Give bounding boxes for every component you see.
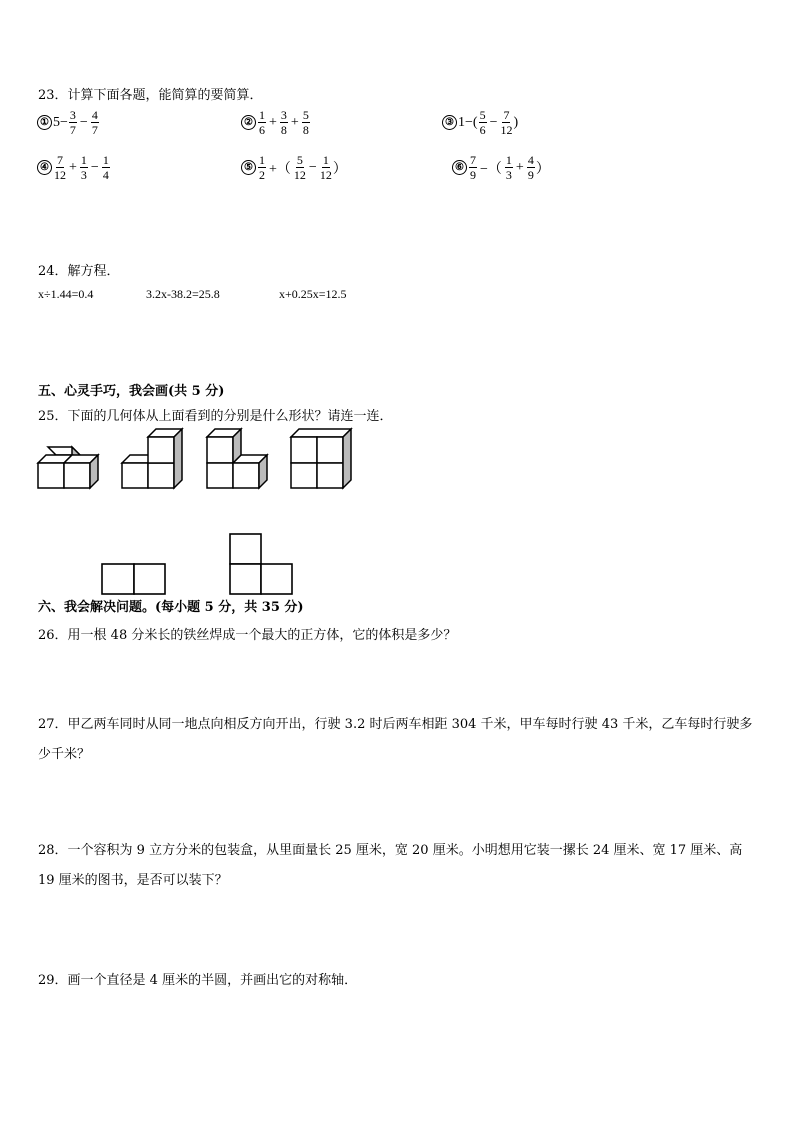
equation-2: 3.2x-38.2=25.8	[146, 287, 220, 301]
expr-label: ④	[37, 160, 52, 175]
expr-label: ①	[37, 115, 52, 130]
view-two-squares	[102, 564, 165, 594]
figure-2	[122, 429, 182, 488]
expr-lead: 5−	[53, 114, 68, 130]
expr-label: ⑤	[241, 160, 256, 175]
expr-label: ⑥	[452, 160, 467, 175]
figure-3	[207, 429, 267, 488]
q23-title: 23．计算下面各题，能简算的要简算．	[38, 88, 263, 103]
section-6-heading: 六、我会解决问题。(每小题 5 分，共 35 分)	[38, 600, 304, 615]
q28-text: 28．一个容积为 9 立方分米的包装盒，从里面量长 25 厘米，宽 20 厘米。小明想用它装一摞长 24 厘米、宽 17 厘米、高 19 厘米的图书，是否可以装下？	[38, 843, 743, 888]
expr-2: ② $\frac{1}{6}$ + $\frac{3}{8}$ + $\frac{5}{8}$	[241, 108, 311, 137]
expr-1: ① 5− $\frac{3}{7}$ − $\frac{4}{7}$	[37, 108, 100, 137]
fraction: $\frac{5}{8}$	[302, 108, 309, 137]
section-5-heading: 五、心灵手巧，我会画(共 5 分)	[38, 384, 225, 399]
equation-1: x÷1.44=0.4	[38, 287, 94, 301]
expr-4: ④ $\frac{7}{12}$ + $\frac{1}{3}$ − $\frac{1}{4}$	[37, 153, 111, 182]
fraction: $\frac{3}{7}$	[69, 108, 76, 137]
expr-label: ③	[442, 115, 457, 130]
expr-3: ③ 1−( $\frac{5}{6}$ − $\frac{7}{12}$ )	[442, 108, 518, 137]
fraction: $\frac{1}{3}$	[505, 153, 512, 182]
fraction: $\frac{3}{8}$	[280, 108, 287, 137]
q24-title: 24．解方程．	[38, 264, 120, 279]
fraction: $\frac{7}{12}$	[54, 153, 66, 182]
figure-4	[291, 429, 351, 488]
expr-5: ⑤ $\frac{1}{2}$ +（ $\frac{5}{12}$ − $\frac{1}{12}$ ）	[241, 153, 347, 182]
q25-text: 25．下面的几何体从上面看到的分别是什么形状？请连一连．	[38, 409, 393, 424]
q27-text: 27．甲乙两车同时从同一地点向相反方向开出，行驶 3.2 时后两车相距 304 千米，甲车每时行驶 43 千米，乙车每时行驶多少千米？	[38, 717, 753, 762]
fraction: $\frac{4}{9}$	[527, 153, 534, 182]
fraction: $\frac{7}{12}$	[500, 108, 513, 137]
fraction: $\frac{1}{3}$	[80, 153, 87, 182]
fraction: $\frac{5}{12}$	[293, 153, 306, 182]
q26-text: 26．用一根 48 分米长的铁丝焊成一个最大的正方体，它的体积是多少？	[38, 628, 457, 643]
fraction: $\frac{7}{9}$	[470, 153, 476, 182]
fraction: $\frac{1}{4}$	[102, 153, 109, 182]
fraction: $\frac{4}{7}$	[91, 108, 98, 137]
fraction: $\frac{1}{12}$	[319, 153, 332, 182]
fraction: $\frac{5}{6}$	[479, 108, 486, 137]
view-l-shape	[230, 534, 292, 594]
fraction: $\frac{1}{6}$	[259, 108, 265, 137]
equation-3: x+0.25x=12.5	[279, 287, 347, 301]
figure-1	[38, 447, 98, 488]
expr-lead: 1−(	[458, 114, 478, 130]
q29-text: 29．画一个直径是 4 厘米的半圆，并画出它的对称轴．	[38, 973, 358, 988]
fraction: $\frac{1}{2}$	[259, 153, 265, 182]
expr-label: ②	[241, 115, 256, 130]
expr-6: ⑥ $\frac{7}{9}$ −（ $\frac{1}{3}$ + $\frac{4}{9}$ ）	[452, 153, 550, 182]
